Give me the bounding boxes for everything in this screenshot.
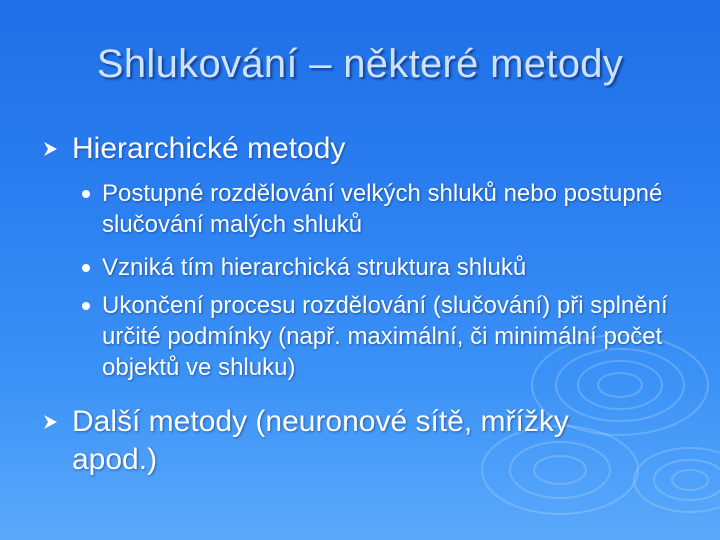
- slide-title: Shlukování – některé metody: [96, 42, 624, 86]
- subbullet-text: Vzniká tím hierarchická struktura shluků: [102, 254, 527, 281]
- round-bullet-icon: [82, 264, 90, 272]
- bullet-hierarchical-methods: [42, 130, 682, 168]
- subbullet-text: Postupné rozdělování velkých shluků nebo postupné slučování malých shluků: [102, 180, 663, 238]
- round-bullet-icon: [82, 302, 90, 310]
- subbullet-item: [82, 252, 682, 283]
- subbullet-item: [82, 290, 682, 383]
- subbullet-item: [82, 178, 682, 240]
- arrowhead-bullet-icon: [42, 141, 58, 157]
- subbullet-text: Ukončení procesu rozdělování (slučování) při splnění určité podmínky (např. maximální, či minimální počet objektů ve shluku): [102, 292, 668, 381]
- bullet-text: Hierarchické metody: [72, 132, 346, 165]
- arrowhead-bullet-icon: [42, 414, 58, 430]
- bullet-other-methods: [42, 403, 602, 479]
- round-bullet-icon: [82, 190, 90, 198]
- bullet-text: Další metody (neuronové sítě, mřížky apod.): [72, 405, 569, 476]
